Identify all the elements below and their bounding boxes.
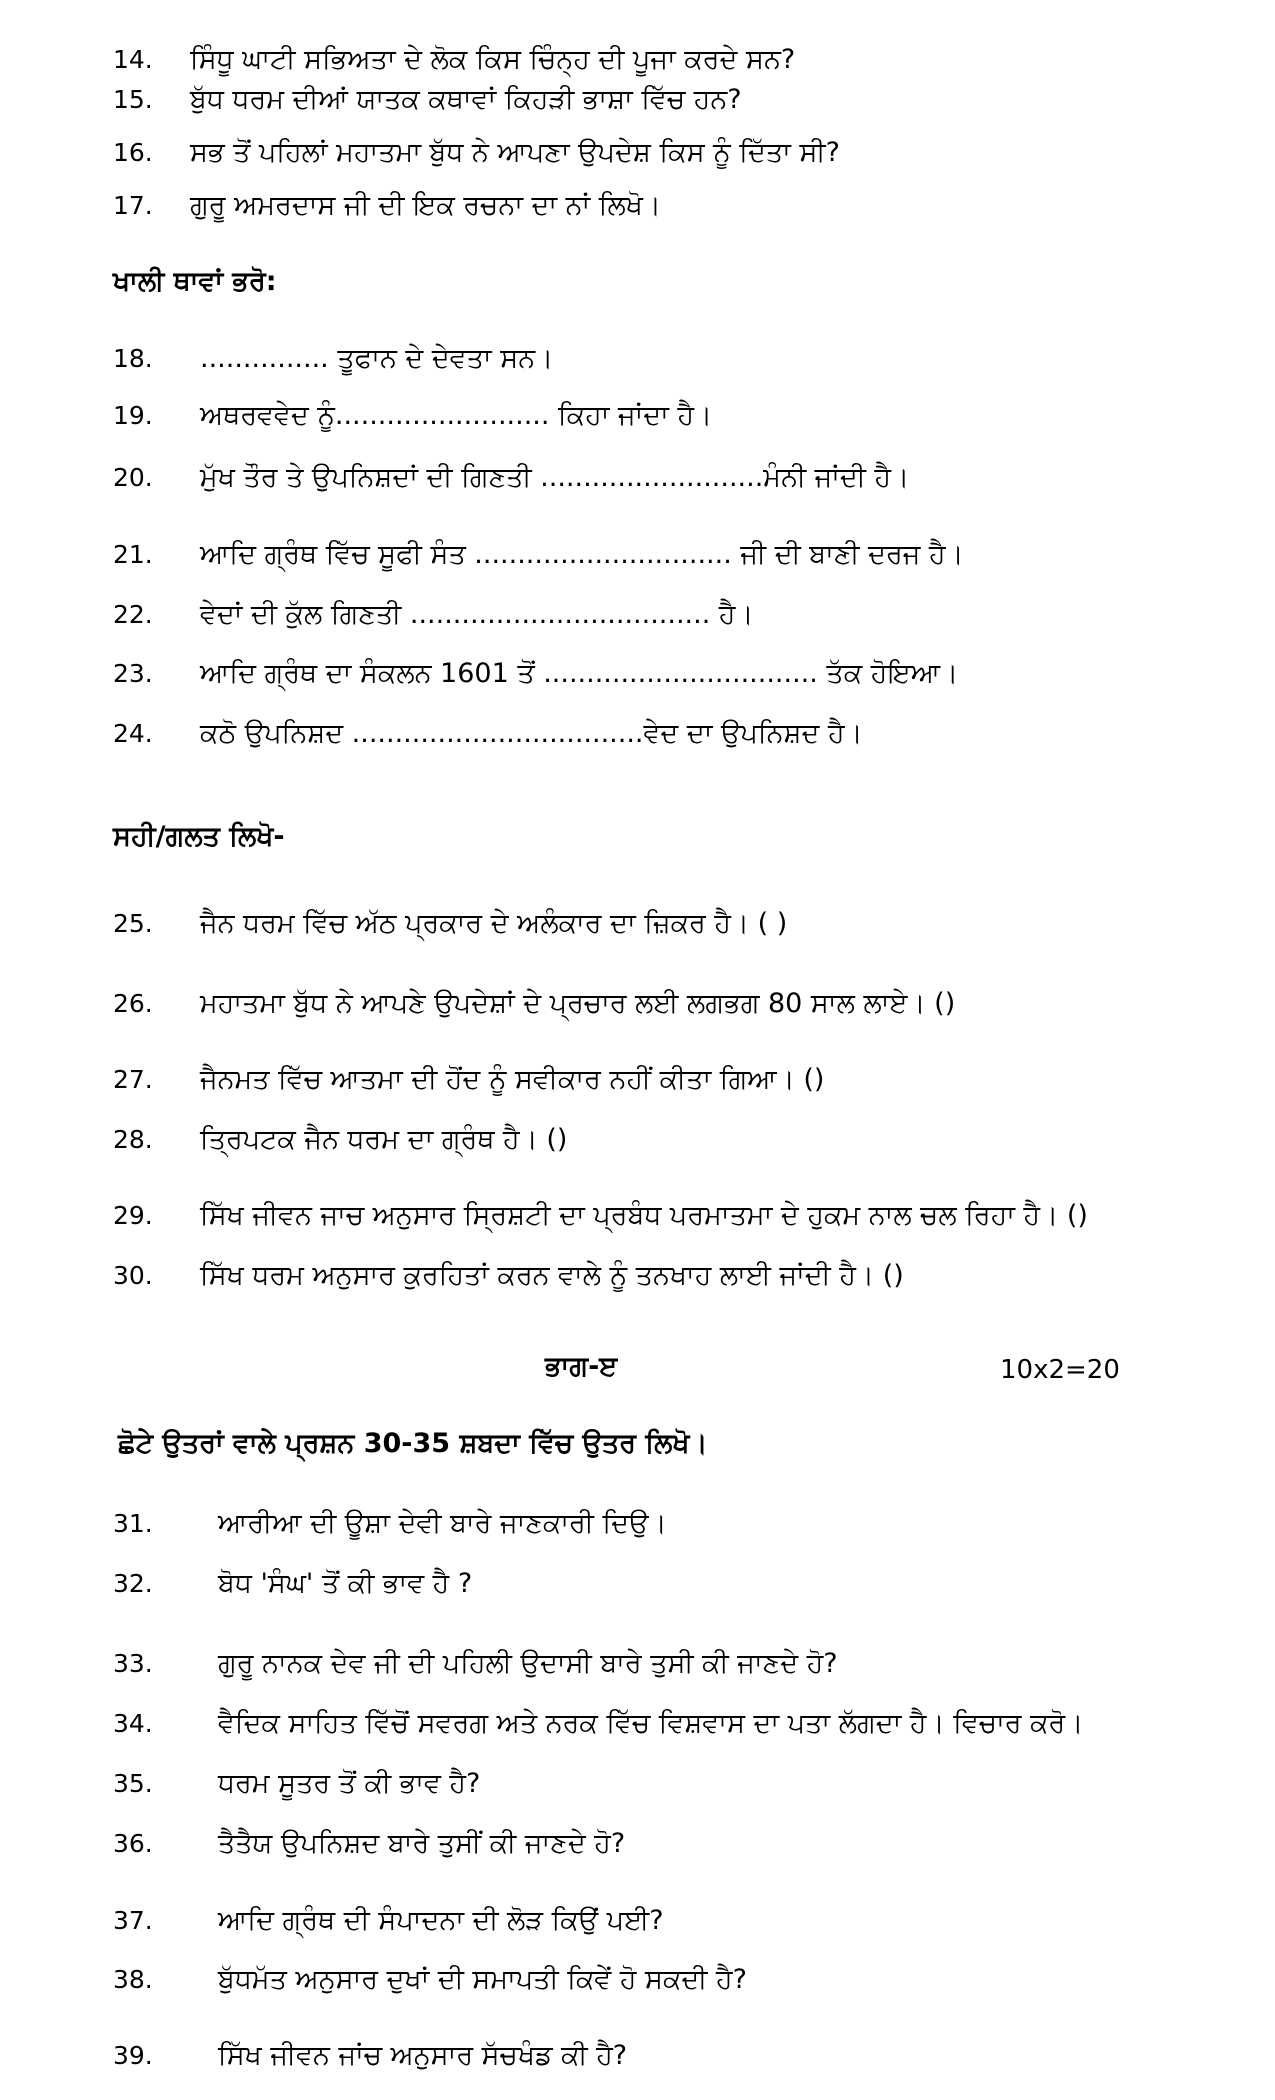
question-number: 26. [113, 989, 153, 1018]
question-row [0, 456, 1275, 500]
question-number: 37. [113, 1906, 153, 1935]
question-row [0, 1058, 1275, 1102]
question-number: 24. [113, 719, 153, 748]
question-row [0, 78, 1275, 122]
question-text: ਕਠੋ ਉਪਨਿਸ਼ਦ ..................................ਵੇਦ ਦਾ ਉਪਨਿਸ਼ਦ ਹੈ। [200, 718, 863, 749]
question-number: 35. [113, 1769, 153, 1798]
question-text: ਆਦਿ ਗ੍ਰੰਥ ਦਾ ਸੰਕਲਨ 1601 ਤੋਂ ................................ ਤੱਕ ਹੋਇਆ। [200, 658, 959, 689]
question-row [0, 533, 1275, 577]
question-text: ਜੈਨ ਧਰਮ ਵਿੱਚ ਅੱਠ ਪ੍ਰਕਾਰ ਦੇ ਅਲੰਕਾਰ ਦਾ ਜ਼ਿਕਰ ਹੈ। ( ) [200, 908, 788, 939]
question-number: 15. [113, 85, 153, 114]
question-number: 19. [113, 401, 153, 430]
question-row [0, 1194, 1275, 1238]
question-row [0, 2034, 1275, 2078]
fill-blanks-heading: ਖਾਲੀ ਥਾਵਾਂ ਭਰੋ: [113, 266, 277, 297]
question-row [0, 982, 1275, 1026]
question-text: ਵੇਦਾਂ ਦੀ ਕੁੱਲ ਗਿਣਤੀ ................................... ਹੈ। [200, 599, 754, 630]
question-row [0, 1502, 1275, 1546]
question-text: ਸਿੱਖ ਧਰਮ ਅਨੁਸਾਰ ਕੁਰਹਿਤਾਂ ਕਰਨ ਵਾਲੇ ਨੂੰ ਤਨਖਾਹ ਲਾਈ ਜਾਂਦੀ ਹੈ। () [200, 1260, 904, 1291]
question-row [0, 902, 1275, 946]
question-text: ਮੁੱਖ ਤੌਰ ਤੇ ਉਪਨਿਸ਼ਦਾਂ ਦੀ ਗਿਣਤੀ ..........................ਮੰਨੀ ਜਾਂਦੀ ਹੈ। [200, 462, 910, 493]
true-false-heading: ਸਹੀ/ਗਲਤ ਲਿਖੋ- [113, 821, 285, 852]
question-row [0, 184, 1275, 228]
question-number: 20. [113, 463, 153, 492]
question-number: 39. [113, 2041, 153, 2070]
question-row [0, 131, 1275, 175]
question-row [0, 1899, 1275, 1943]
question-text: ਬੋਧ 'ਸੰਘ' ਤੋਂ ਕੀ ਭਾਵ ਹੈ ? [218, 1568, 473, 1599]
question-number: 36. [113, 1829, 153, 1858]
question-text: ਗੁਰੂ ਨਾਨਕ ਦੇਵ ਜੀ ਦੀ ਪਹਿਲੀ ਉਦਾਸੀ ਬਾਰੇ ਤੁਸੀ ਕੀ ਜਾਣਦੇ ਹੋ? [218, 1648, 838, 1679]
question-number: 33. [113, 1649, 153, 1678]
question-row [0, 652, 1275, 696]
question-number: 22. [113, 600, 153, 629]
question-row [0, 593, 1275, 637]
question-number: 25. [113, 909, 153, 938]
question-text: ਆਰੀਆ ਦੀ ਊਸ਼ਾ ਦੇਵੀ ਬਾਰੇ ਜਾਣਕਾਰੀ ਦਿਉ। [218, 1508, 667, 1539]
question-number: 14. [113, 45, 153, 74]
question-row [0, 1562, 1275, 1606]
question-number: 27. [113, 1065, 153, 1094]
question-number: 17. [113, 191, 153, 220]
question-row [0, 38, 1275, 82]
question-row [0, 394, 1275, 438]
question-row [0, 337, 1275, 381]
question-number: 31. [113, 1509, 153, 1538]
question-text: ਸਿੱਖ ਜੀਵਨ ਜਾਚ ਅਨੁਸਾਰ ਸ੍ਰਿਸ਼ਟੀ ਦਾ ਪ੍ਰਬੰਧ ਪਰਮਾਤਮਾ ਦੇ ਹੁਕਮ ਨਾਲ ਚਲ ਰਿਹਾ ਹੈ। () [200, 1200, 1088, 1231]
section-instruction: ਛੋਟੇ ਉਤਰਾਂ ਵਾਲੇ ਪ੍ਰਸ਼ਨ 30-35 ਸ਼ਬਦਾ ਵਿੱਚ ਉਤਰ ਲਿਖੋ। [118, 1428, 708, 1459]
question-text: ਜੈਨਮਤ ਵਿੱਚ ਆਤਮਾ ਦੀ ਹੋਂਦ ਨੂੰ ਸਵੀਕਾਰ ਨਹੀਂ ਕੀਤਾ ਗਿਆ। () [200, 1064, 825, 1095]
question-text: ਮਹਾਤਮਾ ਬੁੱਧ ਨੇ ਆਪਣੇ ਉਪਦੇਸ਼ਾਂ ਦੇ ਪ੍ਰਚਾਰ ਲਈ ਲਗਭਗ 80 ਸਾਲ ਲਾਏ। () [200, 988, 956, 1019]
question-text: ਤ੍ਰਿਪਟਕ ਜੈਨ ਧਰਮ ਦਾ ਗ੍ਰੰਥ ਹੈ। () [200, 1124, 568, 1155]
question-text: ਸਿੰਧੂ ਘਾਟੀ ਸਭਿਅਤਾ ਦੇ ਲੋਕ ਕਿਸ ਚਿੰਨ੍ਹ ਦੀ ਪੂਜਾ ਕਰਦੇ ਸਨ? [190, 44, 796, 75]
question-row [0, 1118, 1275, 1162]
question-text: ਬੁੱਧ ਧਰਮ ਦੀਆਂ ਯਾਤਕ ਕਥਾਵਾਂ ਕਿਹੜੀ ਭਾਸ਼ਾ ਵਿੱਚ ਹਨ? [190, 84, 742, 115]
question-text: ਆਦਿ ਗ੍ਰੰਥ ਵਿੱਚ ਸੂਫੀ ਸੰਤ .............................. ਜੀ ਦੀ ਬਾਣੀ ਦਰਜ ਹੈ। [200, 539, 964, 570]
question-text: ............... ਤੂਫਾਨ ਦੇ ਦੇਵਤਾ ਸਨ। [200, 343, 554, 374]
question-row [0, 1642, 1275, 1686]
question-number: 16. [113, 138, 153, 167]
question-text: ਆਦਿ ਗ੍ਰੰਥ ਦੀ ਸੰਪਾਦਨਾ ਦੀ ਲੋੜ ਕਿਉਂ ਪਈ? [218, 1905, 664, 1936]
question-text: ਸਿੱਖ ਜੀਵਨ ਜਾਂਚ ਅਨੁਸਾਰ ਸੱਚਖੰਡ ਕੀ ਹੈ? [218, 2040, 628, 2071]
question-row [0, 1762, 1275, 1806]
question-text: ਤੈਤੈਯ ਉਪਨਿਸ਼ਦ ਬਾਰੇ ਤੁਸੀਂ ਕੀ ਜਾਣਦੇ ਹੋ? [218, 1828, 626, 1859]
question-row [0, 1958, 1275, 2002]
question-number: 28. [113, 1125, 153, 1154]
question-row [0, 1822, 1275, 1866]
question-number: 34. [113, 1709, 153, 1738]
question-text: ਵੈਦਿਕ ਸਾਹਿਤ ਵਿੱਚੋਂ ਸਵਰਗ ਅਤੇ ਨਰਕ ਵਿੱਚ ਵਿਸ਼ਵਾਸ ਦਾ ਪਤਾ ਲੱਗਦਾ ਹੈ। ਵਿਚਾਰ ਕਰੋ। [218, 1708, 1084, 1739]
question-text: ਅਥਰਵਵੇਦ ਨੂੰ......................... ਕਿਹਾ ਜਾਂਦਾ ਹੈ। [200, 400, 713, 431]
question-number: 18. [113, 344, 153, 373]
question-number: 38. [113, 1965, 153, 1994]
question-number: 32. [113, 1569, 153, 1598]
question-text: ਧਰਮ ਸੂਤਰ ਤੋਂ ਕੀ ਭਾਵ ਹੈ? [218, 1768, 481, 1799]
question-row [0, 1702, 1275, 1746]
question-text: ਬੁੱਧਮੱਤ ਅਨੁਸਾਰ ਦੁਖਾਂ ਦੀ ਸਮਾਪਤੀ ਕਿਵੇਂ ਹੋ ਸਕਦੀ ਹੈ? [218, 1964, 747, 1995]
question-number: 23. [113, 659, 153, 688]
question-text: ਸਭ ਤੋਂ ਪਹਿਲਾਂ ਮਹਾਤਮਾ ਬੁੱਧ ਨੇ ਆਪਣਾ ਉਪਦੇਸ਼ ਕਿਸ ਨੂੰ ਦਿੱਤਾ ਸੀ? [190, 137, 840, 168]
question-row [0, 1254, 1275, 1298]
question-text: ਗੁਰੂ ਅਮਰਦਾਸ ਜੀ ਦੀ ਇਕ ਰਚਨਾ ਦਾ ਨਾਂ ਲਿਖੋ। [190, 190, 662, 221]
section-marks: 10x2=20 [1000, 1355, 1120, 1385]
question-number: 30. [113, 1261, 153, 1290]
section-title: ਭਾਗ-ੲ [545, 1351, 618, 1382]
question-number: 29. [113, 1201, 153, 1230]
question-row [0, 712, 1275, 756]
question-number: 21. [113, 540, 153, 569]
